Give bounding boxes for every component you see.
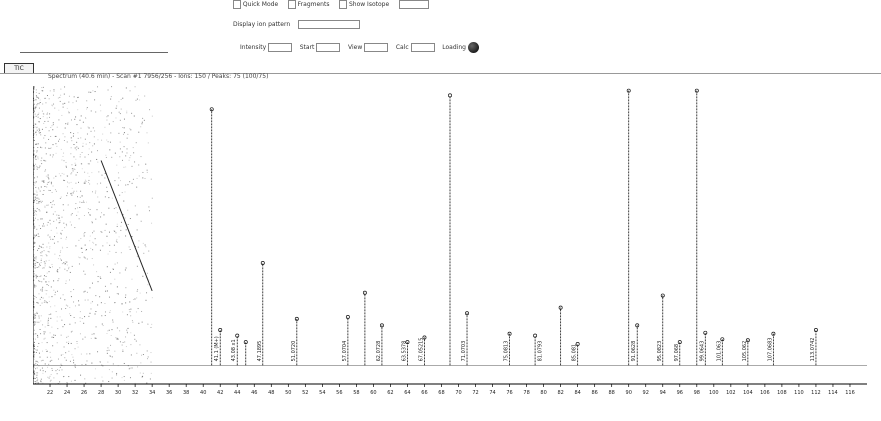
toolbar-row-1 — [233, 0, 429, 9]
peak-label: 43.08 x1 — [231, 339, 238, 362]
loading-label: Loading — [442, 44, 466, 51]
ion-pattern-field[interactable] — [298, 20, 360, 29]
ion-pattern-label: Display ion pattern — [233, 21, 291, 28]
x-tick-label: 96 — [676, 390, 683, 396]
x-tick-label: 40 — [200, 390, 207, 396]
peak-marker — [346, 315, 349, 318]
peak-label: 99.0643 — [699, 340, 706, 362]
peak-label: 47.1895 — [256, 340, 263, 362]
x-tick-label: 78 — [523, 390, 530, 396]
x-tick-label: 86 — [591, 390, 598, 396]
x-tick-label: 30 — [114, 390, 122, 396]
tab-tic[interactable]: TIC — [4, 63, 34, 74]
peak-label: 107.0683 — [767, 337, 774, 362]
peak-label: 41.1 (M+) — [214, 336, 221, 362]
x-tick-label: 88 — [608, 390, 615, 396]
x-tick-label: 110 — [794, 390, 804, 396]
x-tick-label: 46 — [251, 390, 258, 396]
spectrum-header: Spectrum (40.6 min) - Scan #1 7956/256 - Ions: 150 / Peaks: 75 (100/75) — [48, 73, 269, 80]
x-tick-label: 90 — [625, 390, 632, 396]
x-tick-label: 72 — [472, 390, 479, 396]
view-field[interactable] — [364, 43, 388, 52]
trend-line — [101, 161, 152, 291]
spectrum-plot[interactable] — [33, 82, 871, 398]
fragments-checkbox[interactable] — [288, 0, 296, 9]
x-tick-label: 32 — [131, 390, 139, 396]
calc-field[interactable] — [411, 43, 435, 52]
peak-marker — [363, 291, 366, 294]
x-tick-label: 48 — [268, 390, 275, 396]
peak-label: 62.0728 — [375, 340, 382, 362]
x-tick-label: 66 — [421, 390, 428, 396]
peak-label: 105.062 — [741, 340, 748, 362]
peak-label: 91.0628 — [631, 340, 638, 362]
x-tick-label: 26 — [80, 390, 88, 396]
x-tick-label: 76 — [506, 390, 513, 396]
peak-label: 81.0793 — [537, 340, 544, 362]
x-tick-label: 42 — [217, 390, 224, 396]
x-tick-label: 38 — [182, 390, 190, 396]
peak-label: 75.0813 — [503, 340, 510, 362]
x-tick-label: 28 — [97, 390, 105, 396]
x-tick-label: 52 — [302, 390, 309, 396]
x-tick-label: 106 — [760, 390, 770, 396]
x-tick-label: 98 — [693, 390, 700, 396]
toolbar-row-3 — [240, 42, 479, 53]
peak-label: 67.05215 — [418, 337, 425, 362]
fragments-label: Fragments — [297, 1, 330, 8]
x-tick-label: 114 — [828, 390, 838, 396]
toolbar-row-2 — [233, 20, 360, 29]
peak-label: 63.5378 — [401, 340, 408, 362]
x-tick-label: 34 — [148, 390, 156, 396]
x-tick-label: 102 — [726, 390, 736, 396]
view-label: View — [347, 44, 363, 51]
peak-label: 95.0823 — [656, 340, 663, 362]
noise-speckle — [33, 86, 153, 385]
intensity-field[interactable] — [268, 43, 292, 52]
x-tick-label: 82 — [557, 390, 564, 396]
peak-marker — [380, 324, 383, 327]
x-tick-label: 84 — [574, 390, 581, 396]
quick-mode-checkbox[interactable] — [233, 0, 241, 9]
x-tick-label: 50 — [285, 390, 292, 396]
x-tick-label: 94 — [659, 390, 666, 396]
x-tick-label: 54 — [319, 390, 326, 396]
peak-marker — [559, 306, 562, 309]
x-tick-label: 44 — [234, 390, 241, 396]
x-tick-label: 36 — [165, 390, 173, 396]
row1-value-field[interactable] — [399, 0, 429, 9]
x-tick-label: 68 — [438, 390, 445, 396]
x-tick-label: 112 — [811, 390, 821, 396]
x-tick-label: 92 — [642, 390, 649, 396]
peak-label: 97.068 — [673, 343, 680, 362]
calc-label: Calc — [395, 44, 409, 51]
loading-spinner-icon — [468, 42, 479, 53]
intensity-label: Intensity — [240, 44, 267, 51]
spectrum-chart[interactable] — [33, 82, 871, 398]
peak-label: 101.063 — [716, 340, 723, 362]
x-tick-label: 22 — [46, 390, 54, 396]
show-isotope-label: Show Isotope — [348, 1, 390, 8]
peak-label: 57.0704 — [341, 340, 348, 362]
peak-label: 71.0703 — [461, 340, 468, 362]
x-tick-label: 58 — [353, 390, 360, 396]
x-tick-label: 100 — [709, 390, 719, 396]
x-tick-label: 24 — [63, 390, 71, 396]
x-tick-label: 64 — [404, 390, 411, 396]
peak-label: 51.0720 — [290, 340, 297, 362]
toolbar-divider — [20, 52, 168, 53]
show-isotope-checkbox[interactable] — [339, 0, 347, 9]
x-tick-label: 74 — [489, 390, 496, 396]
x-tick-label: 70 — [455, 390, 462, 396]
start-field[interactable] — [316, 43, 340, 52]
peak-label: 113.0742 — [809, 337, 816, 362]
x-tick-label: 62 — [387, 390, 394, 396]
x-tick-label: 108 — [777, 390, 787, 396]
peak-label: 85.081 — [571, 343, 578, 362]
start-label: Start — [299, 44, 315, 51]
x-tick-label: 60 — [370, 390, 377, 396]
quick-mode-label: Quick Mode — [242, 1, 279, 8]
peak-marker — [636, 324, 639, 327]
x-tick-label: 104 — [743, 390, 753, 396]
x-tick-label: 80 — [540, 390, 547, 396]
x-tick-label: 56 — [336, 390, 343, 396]
x-tick-label: 116 — [845, 390, 855, 396]
